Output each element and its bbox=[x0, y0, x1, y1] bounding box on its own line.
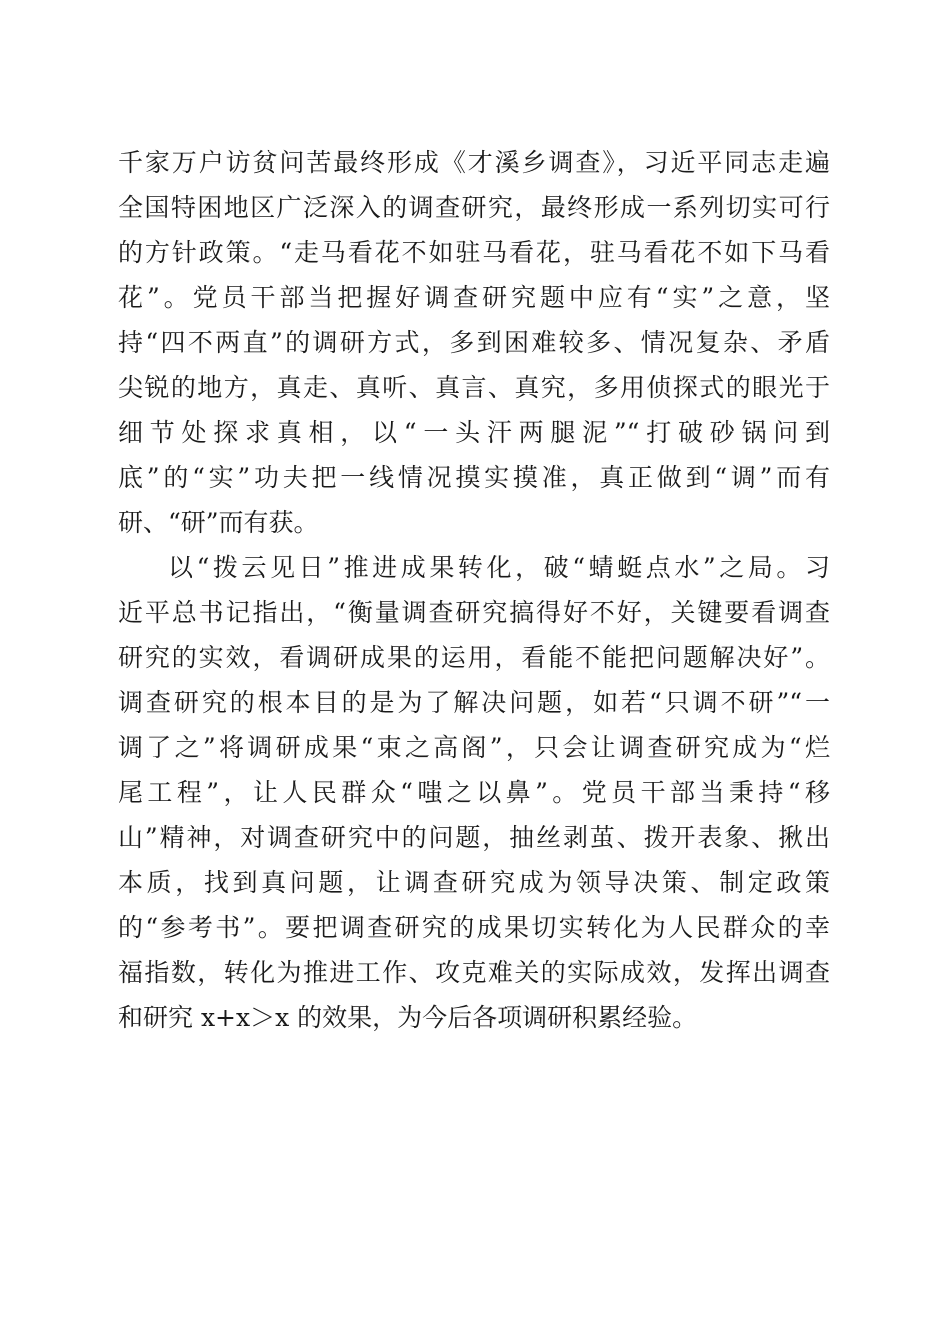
text-line: 底”的“实”功夫把一线情况摸实摸准，真正做到“调”而有 bbox=[118, 463, 830, 492]
text-line: 全国特困地区广泛深入的调查研究，最终形成一系列切实可行 bbox=[118, 193, 830, 222]
text-line: 持“四不两直”的调研方式，多到困难较多、情况复杂、矛盾 bbox=[118, 328, 830, 357]
text-line: 研究的实效，看调研成果的运用，看能不能把问题解决好”。 bbox=[118, 643, 830, 672]
text-line: 千家万户访贫问苦最终形成《才溪乡调查》，习近平同志走遍 bbox=[118, 148, 830, 177]
text-line: 尾工程”，让人民群众“嗤之以鼻”。党员干部当秉持“移 bbox=[118, 778, 830, 807]
text-line: 本质，找到真问题，让调查研究成为领导决策、制定政策 bbox=[118, 868, 830, 897]
text-line: 近平总书记指出，“衡量调查研究搞得好不好，关键要看调查 bbox=[118, 598, 830, 627]
text-line: 细节处探求真相，以“一头汗两腿泥”“打破砂锅问到 bbox=[118, 418, 830, 447]
document-body bbox=[118, 140, 830, 1040]
paragraph-1 bbox=[118, 140, 830, 545]
text-line: 研、“研”而有获。 bbox=[118, 508, 319, 537]
text-line: 以“拨云见日”推进成果转化，破“蜻蜓点水”之局。习 bbox=[168, 553, 830, 582]
text-line: 山”精神，对调查研究中的问题，抽丝剥茧、拨开表象、揪出 bbox=[118, 823, 830, 852]
text-line: 调了之”将调研成果“束之高阁”，只会让调查研究成为“烂 bbox=[118, 733, 830, 762]
text-line: 的方针政策。“走马看花不如驻马看花，驻马看花不如下马看 bbox=[118, 238, 830, 267]
text-line: 尖锐的地方，真走、真听、真言、真究，多用侦探式的眼光于 bbox=[118, 373, 830, 402]
text-line: 的“参考书”。要把调查研究的成果切实转化为人民群众的幸 bbox=[118, 913, 830, 942]
paragraph-2 bbox=[118, 545, 830, 1040]
text-line: 调查研究的根本目的是为了解决问题，如若“只调不研”“一 bbox=[118, 688, 830, 717]
text-line: 花”。党员干部当把握好调查研究题中应有“实”之意，坚 bbox=[118, 283, 830, 312]
text-line: 和研究 x+x＞x 的效果，为今后各项调研积累经验。 bbox=[118, 1003, 698, 1032]
text-line: 福指数，转化为推进工作、攻克难关的实际成效，发挥出调查 bbox=[118, 958, 830, 987]
